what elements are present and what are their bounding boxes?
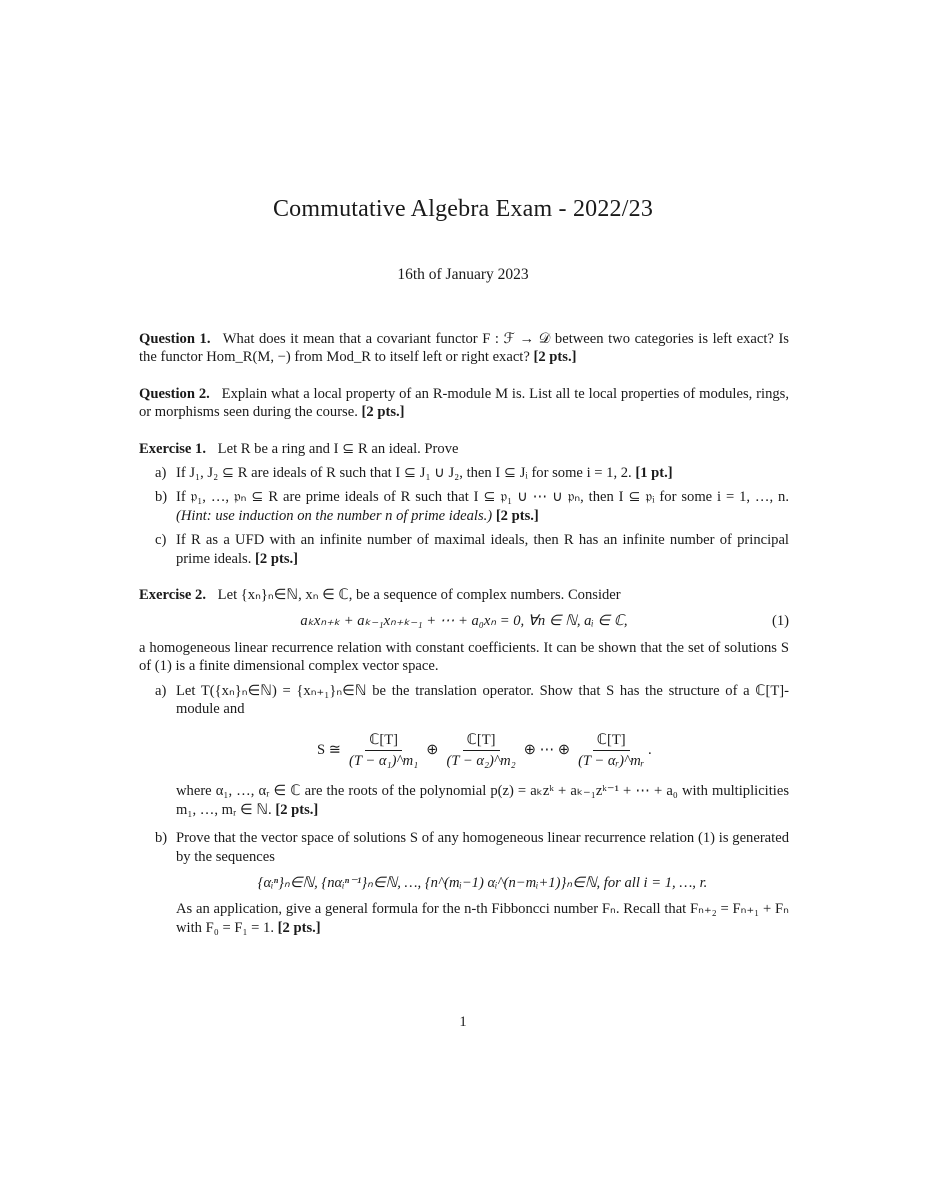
item-text: If 𝔭₁, …, 𝔭ₙ ⊆ R are prime ideals of R such that I ⊆ 𝔭₁ ∪ ⋯ ∪ 𝔭ₙ, then I ⊆ 𝔭ᵢ for some i = 1, …, n. <box>176 489 789 506</box>
item-text: Let T({xₙ}ₙ∈ℕ) = {xₙ₊₁}ₙ∈ℕ be the translation operator. Show that S has the structure of a ℂ[T]-module and <box>176 682 789 718</box>
item-hint: (Hint: use induction on the number n of prime ideals.) <box>176 507 493 524</box>
fraction-denominator: (T − α₁)^m₁ <box>349 752 419 769</box>
item-points: [2 pts.] <box>277 919 321 936</box>
exercise-2-item-b <box>139 829 789 937</box>
item-text: If J₁, J₂ ⊆ R are ideals of R such that I ⊆ J₁ ∪ J₂, then I ⊆ Jᵢ for some i = 1, 2. <box>176 465 632 482</box>
direct-sum-symbol: ⊕ <box>426 742 439 759</box>
exercise-1-item-c <box>139 531 789 568</box>
exercise-2-label: Exercise 2. <box>139 587 207 604</box>
exercise-1-label: Exercise 1. <box>139 440 207 457</box>
exam-content <box>139 330 789 955</box>
item-after-text: where α₁, …, αᵣ ∈ ℂ are the roots of the polynomial p(z) = aₖzᵏ + aₖ₋₁zᵏ⁻¹ + ⋯ + a₀ with multiplicities m₁, …, mᵣ ∈ ℕ. <box>176 783 789 818</box>
equation-1-number: (1) <box>771 613 789 630</box>
fraction-numerator: ℂ[T] <box>365 731 402 751</box>
exercise-1 <box>139 440 789 568</box>
decomposition-lhs: S ≅ <box>317 742 341 759</box>
item-index: b) <box>155 489 168 506</box>
item-index: c) <box>155 532 167 549</box>
decomposition-period: . <box>648 742 652 759</box>
exercise-1-item-a <box>139 464 789 482</box>
question-1 <box>139 330 789 367</box>
page-number: 1 <box>459 1014 467 1030</box>
item-points: [2 pts.] <box>255 550 299 567</box>
exercise-1-intro: Let R be a ring and I ⊆ R an ideal. Prove <box>217 440 459 457</box>
exercise-1-item-b <box>139 488 789 525</box>
item-index: b) <box>155 830 168 847</box>
fraction <box>446 731 515 771</box>
question-1-text: What does it mean that a covariant functor F : ℱ → 𝒟 between two categories is left exact? Is the functor Hom_R(M, −) from Mod_R to itself left or right exact? <box>139 331 789 366</box>
item-index: a) <box>155 465 167 482</box>
fraction <box>578 731 644 771</box>
fraction-numerator: ℂ[T] <box>463 731 500 751</box>
exercise-2-item-a <box>139 682 789 819</box>
question-1-points: [2 pts.] <box>533 349 577 366</box>
exercise-2 <box>139 586 789 937</box>
exercise-2-after-equation: a homogeneous linear recurrence relation with constant coefficients. It can be shown that the set of solutions S of (1) is a finite dimensional complex vector space. <box>139 639 789 675</box>
question-2 <box>139 385 789 422</box>
equation-1-body: aₖxₙ₊ₖ + aₖ₋₁xₙ₊ₖ₋₁ + ⋯ + a₀xₙ = 0, ∀n ∈ ℕ, aᵢ ∈ ℂ, <box>300 613 628 630</box>
question-2-points: [2 pts.] <box>361 404 405 421</box>
fraction-numerator: ℂ[T] <box>593 731 630 751</box>
item-points: [2 pts.] <box>495 507 539 524</box>
exercise-2-intro: Let {xₙ}ₙ∈ℕ, xₙ ∈ ℂ, be a sequence of complex numbers. Consider <box>217 587 621 604</box>
question-1-label: Question 1. <box>139 331 211 347</box>
item-text: If R as a UFD with an infinite number of maximal ideals, then R has an infinite number of principal prime ideals. <box>176 532 789 567</box>
page-title: Commutative Algebra Exam - 2022/23 <box>272 196 654 222</box>
fraction <box>349 731 418 771</box>
item-points: [1 pt.] <box>635 465 673 482</box>
direct-sum-ellipsis: ⊕ ⋯ ⊕ <box>523 742 571 759</box>
question-2-label: Question 2. <box>139 385 210 402</box>
item-points: [2 pts.] <box>275 801 319 818</box>
item-index: a) <box>155 682 167 699</box>
fraction-denominator: (T − α₂)^m₂ <box>446 752 516 769</box>
question-2-text: Explain what a local property of an R-module M is. List all te local properties of modules, rings, or morphisms seen during the course. <box>139 385 789 421</box>
equation-1 <box>139 612 789 630</box>
item-after-text: As an application, give a general formula for the n-th Fibboncci number Fₙ. Recall that Fₙ₊₂ = Fₙ₊₁ + Fₙ with F₀ = F₁ = 1. <box>176 901 789 936</box>
module-decomposition <box>176 731 789 771</box>
exam-date: 16th of January 2023 <box>397 266 529 283</box>
item-text: Prove that the vector space of solutions S of any homogeneous linear recurrence relation (1) is generated by the sequences <box>176 830 789 865</box>
fraction-denominator: (T − αᵣ)^mᵣ <box>578 752 645 769</box>
generating-sequences: {αᵢⁿ}ₙ∈ℕ, {nαᵢⁿ⁻¹}ₙ∈ℕ, …, {n^(mᵢ−1) αᵢ^(n−mᵢ+1)}ₙ∈ℕ, for all i = 1, …, r. <box>257 874 708 891</box>
